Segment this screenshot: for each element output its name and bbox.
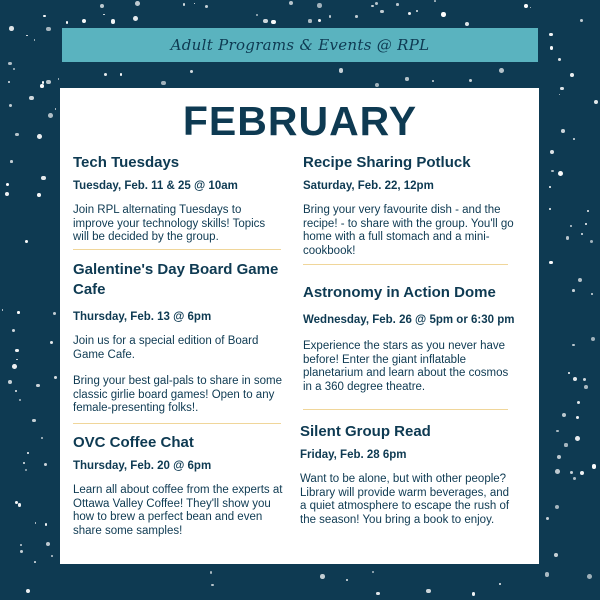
star-dot (27, 452, 29, 454)
star-dot (25, 240, 28, 243)
star-dot (562, 413, 566, 417)
star-dot (558, 171, 563, 176)
star-dot (434, 0, 436, 2)
event-description (73, 335, 283, 416)
star-dot (584, 385, 588, 389)
star-dot (41, 176, 46, 181)
star-dot (104, 73, 107, 76)
star-dot (573, 477, 576, 480)
event-description-paragraph: Experience the stars as you never have before! Enter the giant inflatable planetarium and learn about the cosmos in a 360 degree theatre. (303, 340, 509, 393)
star-dot (15, 349, 18, 352)
star-dot (408, 12, 412, 16)
star-dot (41, 437, 43, 439)
star-dot (271, 20, 276, 25)
event-date: Wednesday, Feb. 26 @ 5pm or 6:30 pm (303, 314, 515, 326)
event-galentines-board-game-cafe (73, 260, 283, 416)
star-dot (550, 46, 553, 49)
star-dot (559, 94, 561, 96)
star-dot (120, 73, 122, 75)
event-ovc-coffee-chat (73, 433, 283, 538)
star-dot (576, 416, 579, 419)
star-dot (530, 7, 532, 9)
star-dot (23, 462, 25, 464)
star-dot (5, 192, 9, 196)
event-title: OVC Coffee Chat (73, 434, 194, 451)
star-dot (396, 3, 399, 6)
star-dot (580, 471, 584, 475)
star-dot (58, 78, 60, 80)
star-dot (26, 589, 30, 593)
star-dot (570, 225, 572, 227)
month-title: FEBRUARY (182, 98, 418, 144)
event-astronomy-in-action-dome (303, 283, 515, 394)
star-dot (580, 19, 583, 22)
star-dot (256, 14, 258, 16)
star-dot (16, 359, 18, 361)
star-dot (570, 73, 574, 77)
star-dot (432, 80, 434, 82)
star-dot (8, 380, 12, 384)
star-dot (15, 390, 18, 393)
star-dot (46, 542, 50, 546)
event-description-paragraph: Want to be alone, but with other people? Library will provide warm beverages, and a quiet atmosphere to escape the rush of the season! You bring a book to enjoy. (300, 473, 510, 526)
star-dot (560, 87, 563, 90)
star-dot (66, 21, 68, 23)
star-dot (590, 240, 593, 243)
star-dot (40, 84, 44, 88)
star-dot (13, 68, 15, 70)
star-dot (6, 183, 9, 186)
star-dot (549, 186, 551, 188)
star-dot (2, 309, 4, 311)
star-dot (591, 337, 595, 341)
star-dot (524, 4, 528, 8)
star-dot (499, 68, 504, 73)
star-dot (585, 223, 587, 225)
star-dot (35, 522, 37, 524)
star-dot (575, 436, 580, 441)
star-dot (210, 571, 213, 574)
star-dot (405, 77, 408, 80)
star-dot (558, 58, 561, 61)
star-dot (566, 236, 569, 239)
star-dot (45, 523, 47, 525)
star-dot (20, 550, 23, 553)
star-dot (318, 19, 321, 22)
star-dot (339, 68, 343, 72)
star-dot (211, 584, 213, 586)
star-dot (54, 376, 57, 379)
star-dot (556, 430, 559, 433)
event-description (303, 204, 515, 258)
star-dot (10, 160, 13, 163)
star-dot (26, 35, 28, 37)
star-dot (372, 571, 374, 573)
star-dot (37, 193, 41, 197)
star-dot (32, 419, 36, 423)
divider (73, 249, 281, 250)
star-dot (133, 16, 138, 21)
star-dot (545, 572, 550, 577)
star-dot (161, 81, 165, 85)
banner-title: Adult Programs & Events @ RPL (170, 36, 430, 54)
header-banner (62, 28, 538, 62)
star-dot (546, 517, 549, 520)
star-dot (572, 344, 575, 347)
star-dot (190, 70, 194, 74)
star-dot (289, 1, 293, 5)
star-dot (355, 15, 358, 18)
star-dot (320, 574, 325, 579)
event-description-paragraph: Bring your very favourite dish - and the recipe! - to share with the group. You'll go home with a full stomach and a mini-cookbook! (303, 204, 514, 257)
star-dot (18, 503, 22, 507)
event-date: Thursday, Feb. 20 @ 6pm (73, 460, 212, 472)
star-dot (51, 555, 53, 557)
star-dot (441, 12, 446, 17)
star-dot (103, 14, 105, 16)
star-dot (371, 5, 373, 7)
event-description-paragraph: Bring your best gal-pals to share in some classic girlie board games! Open to any female-presenting folks!. (73, 375, 283, 414)
star-dot (375, 83, 379, 87)
star-dot (12, 364, 17, 369)
star-dot (557, 455, 561, 459)
star-dot (25, 469, 27, 471)
event-silent-group-read (300, 422, 512, 527)
star-dot (46, 80, 50, 84)
event-date: Tuesday, Feb. 11 & 25 @ 10am (73, 180, 238, 192)
event-description-paragraph: Join RPL alternating Tuesdays to improve your technology skills! Topics will be decided by the group. (73, 204, 266, 243)
event-title: Recipe Sharing Potluck (303, 154, 471, 171)
event-title: Astronomy in Action Dome (303, 284, 496, 301)
star-dot (44, 463, 47, 466)
star-dot (551, 170, 554, 173)
star-dot (8, 81, 10, 83)
divider (303, 409, 508, 410)
star-dot (8, 62, 11, 65)
star-dot (570, 471, 573, 474)
star-dot (549, 208, 551, 210)
star-dot (577, 401, 580, 404)
star-dot (46, 27, 51, 32)
star-dot (587, 574, 592, 579)
star-dot (426, 589, 430, 593)
star-dot (376, 592, 380, 596)
star-dot (587, 210, 589, 212)
divider (303, 264, 508, 265)
star-dot (17, 311, 19, 313)
star-dot (100, 4, 104, 8)
star-dot (194, 3, 196, 5)
star-dot (375, 2, 378, 5)
event-description (300, 473, 512, 527)
event-title: Tech Tuesdays (73, 154, 180, 171)
star-dot (472, 592, 476, 596)
star-dot (20, 544, 22, 546)
event-title: Silent Group Read (300, 423, 431, 440)
star-dot (380, 10, 384, 14)
star-dot (34, 561, 36, 563)
star-dot (550, 150, 554, 154)
star-dot (135, 1, 140, 6)
star-dot (564, 443, 567, 446)
star-dot (82, 19, 86, 23)
star-dot (592, 464, 597, 469)
star-dot (416, 10, 418, 12)
star-dot (329, 15, 332, 18)
star-dot (573, 377, 577, 381)
event-description-paragraph: Join us for a special edition of Board Game Cafe. (73, 335, 259, 361)
event-description (303, 340, 515, 394)
event-date: Thursday, Feb. 13 @ 6pm (73, 311, 212, 323)
event-description (73, 204, 283, 245)
star-dot (183, 3, 185, 5)
star-dot (346, 579, 348, 581)
star-dot (549, 261, 553, 265)
event-description-paragraph: Learn all about coffee from the experts at Ottawa Valley Coffee! They'll show you how to brew a perfect bean and even share some samples! (73, 484, 283, 537)
event-description (73, 484, 283, 538)
star-dot (111, 19, 116, 24)
star-dot (465, 22, 469, 26)
event-recipe-sharing-potluck (303, 153, 515, 258)
star-dot (19, 399, 21, 401)
star-dot (469, 79, 472, 82)
star-dot (554, 553, 558, 557)
star-dot (50, 341, 53, 344)
star-dot (263, 19, 268, 24)
star-dot (549, 33, 553, 37)
star-dot (205, 5, 209, 9)
star-dot (499, 583, 501, 585)
star-dot (555, 469, 560, 474)
star-dot (9, 26, 14, 31)
star-dot (36, 384, 40, 388)
star-dot (34, 39, 36, 41)
star-dot (53, 312, 56, 315)
star-dot (43, 15, 46, 18)
star-dot (591, 293, 593, 295)
star-dot (568, 372, 570, 374)
event-date: Saturday, Feb. 22, 12pm (303, 180, 434, 192)
star-dot (572, 289, 575, 292)
divider (73, 423, 281, 424)
star-dot (12, 329, 15, 332)
star-dot (578, 278, 582, 282)
star-dot (583, 378, 586, 381)
star-dot (581, 233, 584, 236)
event-date: Friday, Feb. 28 6pm (300, 449, 407, 461)
event-title: Galentine's Day Board Game Cafe (73, 261, 279, 298)
star-dot (308, 19, 311, 22)
star-dot (555, 505, 559, 509)
event-tech-tuesdays (73, 153, 283, 245)
star-dot (317, 3, 321, 7)
